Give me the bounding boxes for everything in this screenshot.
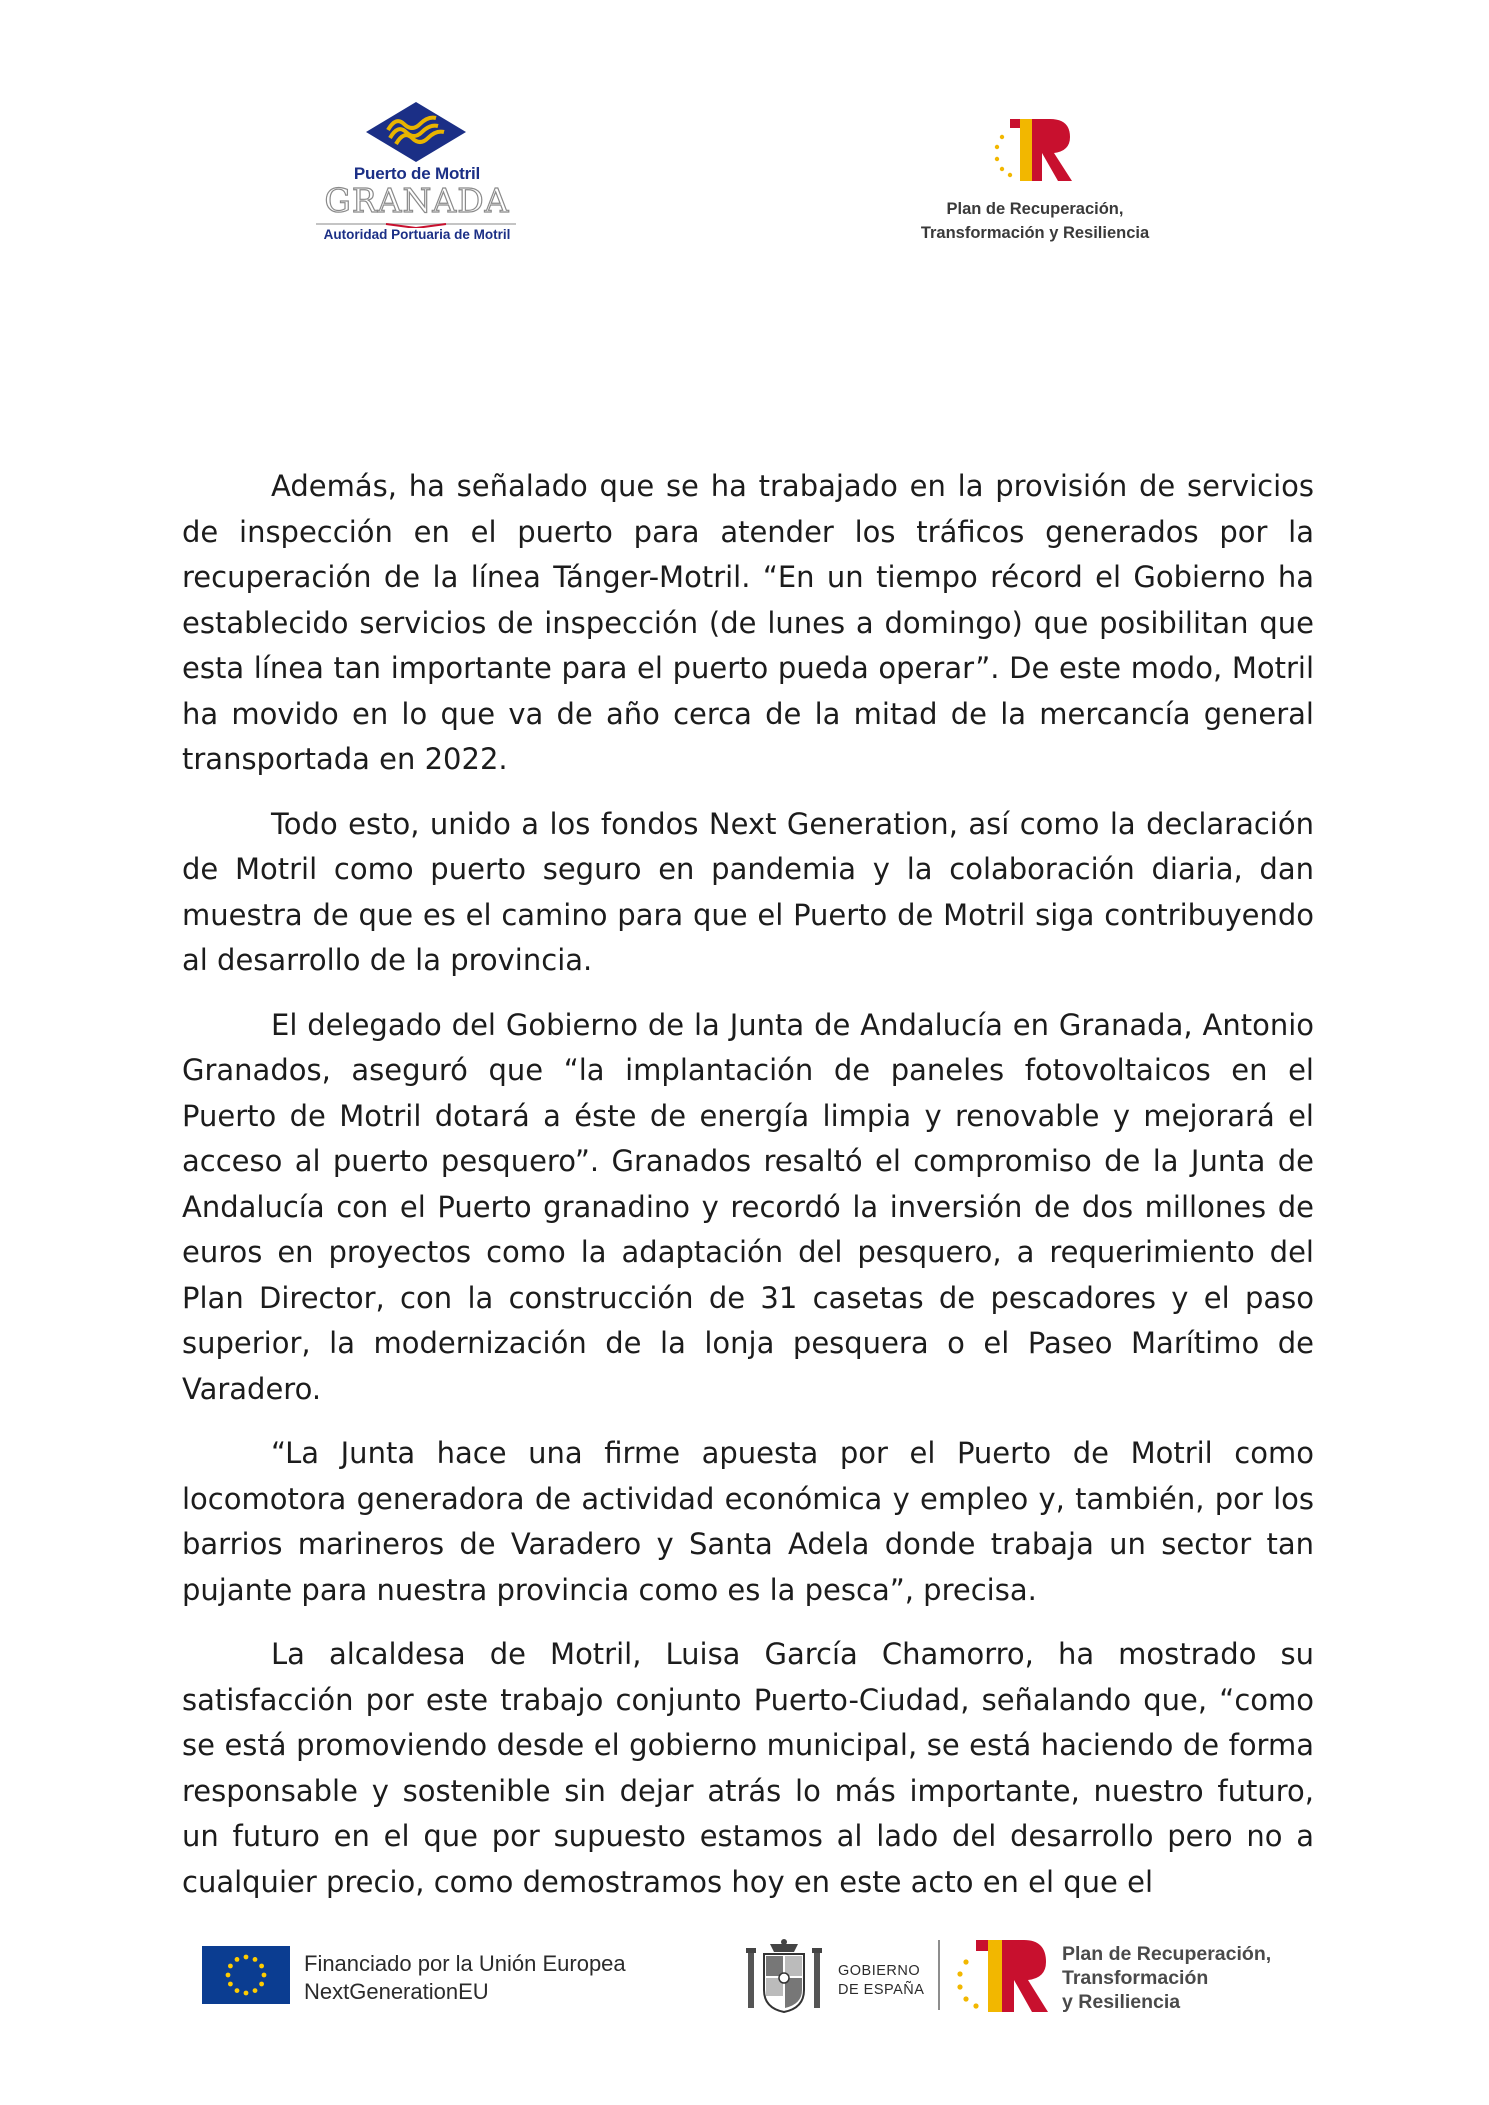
eu-funding-line-2: NextGenerationEU (304, 1979, 489, 2004)
article-body (182, 464, 1314, 1924)
footer-logos (0, 1920, 1489, 2020)
port-city: GRANADA (324, 181, 510, 220)
port-of-motril-logo (312, 102, 522, 247)
tr-emblem-footer-icon (950, 1932, 1058, 2018)
port-diamond-emblem-icon (366, 102, 466, 162)
plan-recuperacion-title (900, 197, 1170, 245)
eu-funding-line-1: Financiado por la Unión Europea (304, 1951, 626, 1976)
paragraph: El delegado del Gobierno de la Junta de Andalucía en Granada, Antonio Granados, aseguró que “la implantación de paneles fotovoltaicos en el Puerto de Motril dotará a éste de energía limpia y renovable y mejorará el acceso al puerto pesquero”. Granados resaltó el compromiso de la Junta de Andalucía con el Puerto granadino y recordó la inversión de dos millones de euros en proyectos como la adaptación del pesquero, a requerimiento del Plan Director, con la construcción de 31 casetas de pescadores y el paso superior, la modernización de la lonja pesquera o el Paseo Marítimo de Varadero. (182, 1007, 1314, 1406)
plan-footer-line-2: Transformación (1062, 1967, 1209, 1989)
plan-footer-line-1: Plan de Recuperación, (1062, 1943, 1272, 1965)
plan-recuperacion-footer-text (1062, 1942, 1271, 2014)
gobierno-de-espana-text (838, 1962, 924, 2000)
paragraph: Todo esto, unido a los fondos Next Generation, así como la declaración de Motril como puerto seguro en pandemia y la colaboración diaria, dan muestra de que es el camino para que el Puerto de Motril siga contribuyendo al desarrollo de la provincia. (182, 806, 1314, 977)
port-authority-name: Autoridad Portuaria de Motril (323, 227, 511, 242)
plan-recuperacion-logo-top (900, 115, 1170, 245)
footer-divider (938, 1940, 940, 2010)
tr-emblem-icon (988, 115, 1082, 185)
gov-line-2: DE ESPAÑA (838, 1982, 925, 1998)
plan-footer-line-3: y Resiliencia (1062, 1991, 1181, 2013)
plan-title-line-2: Transformación y Resiliencia (920, 224, 1150, 242)
gov-line-1: GOBIERNO (838, 1963, 921, 1979)
port-name: Puerto de Motril (353, 164, 481, 183)
paragraph: “La Junta hace una firme apuesta por el Puerto de Motril como locomotora generadora de actividad económica y empleo y, también, por los barrios marineros de Varadero y Santa Adela donde trabaja un sector tan pujante para nuestra provincia como es la pesca”, precisa. (182, 1436, 1314, 1607)
paragraph: La alcaldesa de Motril, Luisa García Chamorro, ha mostrado su satisfacción por este trabajo conjunto Puerto-Ciudad, señalando que, “como se está promoviendo desde el gobierno municipal, se está haciendo de forma responsable y sostenible sin dejar atrás lo más importante, nuestro futuro, un futuro en el que por supuesto estamos al lado del desarrollo pero no a cualquier precio, como demostramos hoy en este acto en el que el (182, 1637, 1314, 1899)
eu-funding-text (304, 1950, 626, 2006)
paragraph: Además, ha señalado que se ha trabajado en la provisión de servicios de inspección en el puerto para atender los tráficos generados por la recuperación de la línea Tánger-Motril. “En un tiempo récord el Gobierno ha establecido servicios de inspección (de lunes a domingo) que posibilitan que esta línea tan importante para el puerto pueda operar”. De este modo, Motril ha movido en lo que va de año cerca de la mitad de la mercancía general transportada en 2022. (182, 469, 1314, 776)
eu-flag-icon (202, 1946, 290, 2004)
plan-title-line-1: Plan de Recuperación, (946, 200, 1124, 218)
spain-coat-of-arms-icon (742, 1938, 826, 2018)
